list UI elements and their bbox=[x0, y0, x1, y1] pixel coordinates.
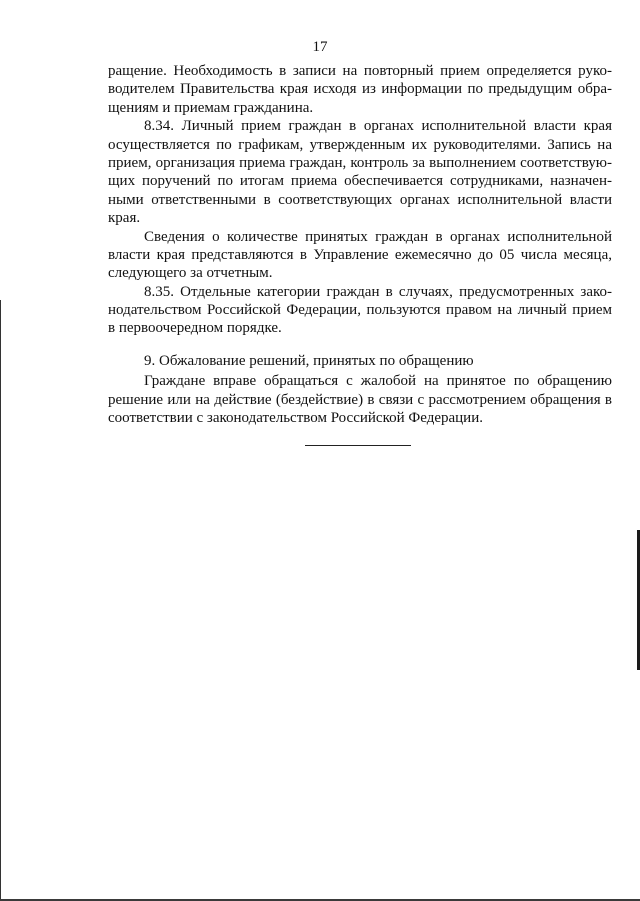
document-body bbox=[108, 62, 612, 427]
text-line: ными ответственными в соответствующих органах исполнительной власти bbox=[108, 191, 612, 208]
text-line: щих поручений по итогам приема обеспечивается сотрудниками, назначен- bbox=[108, 173, 612, 190]
section-heading-9: 9. Обжалование решений, принятых по обращению bbox=[144, 352, 474, 369]
text-line: ращение. Необходимость в записи на повторный прием определяется руко- bbox=[108, 63, 612, 79]
text-line: щениям и приемам гражданина. bbox=[108, 99, 314, 116]
paragraph-8-34 bbox=[108, 117, 612, 227]
paragraph-appeal bbox=[108, 372, 612, 427]
text-line: 8.35. Отдельные категории граждан в случаях, предусмотренных зако- bbox=[144, 283, 612, 300]
text-line: решение или на действие (бездействие) в связи с рассмотрением обращения в bbox=[108, 391, 612, 408]
text-line: водителем Правительства края исходя из информации по предыдущим обра- bbox=[108, 81, 612, 98]
text-line: прием, организация приема граждан, контроль за выполнением соответствую- bbox=[108, 154, 612, 171]
text-line: следующего за отчетным. bbox=[108, 265, 273, 282]
paragraph-8-35 bbox=[108, 283, 612, 338]
text-line: 8.34. Личный прием граждан в органах исполнительной власти края bbox=[144, 118, 612, 135]
text-line: нодательством Российской Федерации, пользуются правом на личный прием bbox=[108, 302, 612, 319]
paragraph-continuation bbox=[108, 62, 612, 117]
text-line: власти края представляются в Управление ежемесячно до 05 числа месяца, bbox=[108, 246, 612, 263]
text-line: соответствии с законодательством Российской Федерации. bbox=[108, 410, 483, 427]
page-number: 17 bbox=[312, 39, 328, 55]
text-line: края. bbox=[108, 210, 141, 227]
text-line: осуществляется по графикам, утвержденным их руководителями. Запись на bbox=[108, 136, 612, 153]
text-line: Сведения о количестве принятых граждан в органах исполнительной bbox=[144, 228, 612, 245]
paragraph-statistics bbox=[108, 228, 612, 283]
scan-edge-left bbox=[0, 300, 1, 901]
text-line: Граждане вправе обращаться с жалобой на принятое по обращению bbox=[144, 373, 612, 390]
end-of-document-rule bbox=[305, 445, 411, 446]
text-line: в первоочередном порядке. bbox=[108, 320, 282, 337]
